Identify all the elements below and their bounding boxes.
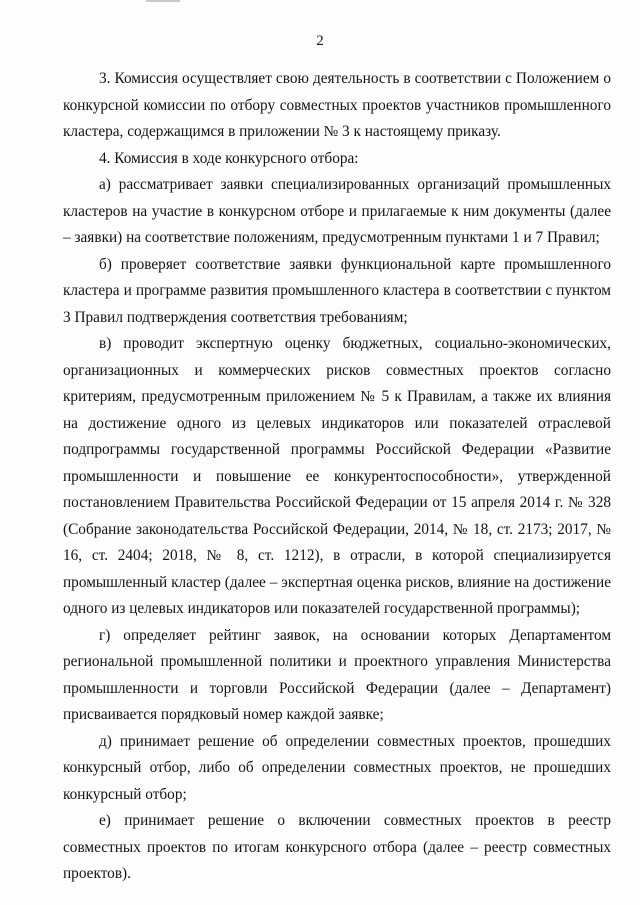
scan-artifact [146,0,180,2]
paragraph-4g-rating: г) определяет рейтинг заявок, на основании которых Департаментом региональной промышленной политики и проектного управления Министерства промышленности и торговли Российской Федерации (далее – Департамент) присваивается порядковый номер каждой заявке; [63,626,611,723]
paragraph-4e-decision-registry: е) принимает решение о включении совместных проектов в реестр совместных проектов по итогам конкурсного отбора (далее – реестр совместных проектов). [63,812,611,882]
paragraph-4b-check-compliance: б) проверяет соответствие заявки функциональной карте промышленного кластера и программе развития промышленного кластера в соответствии с пунктом 3 Правил подтверждения соответствия требованиям; [63,255,611,326]
document-body [63,66,611,888]
paragraph-4v-risk-assessment: в) проводит экспертную оценку бюджетных, социально-экономических, организационных и коммерческих рисков совместных проектов согласно критериям, предусмотренным приложением № 5 к Правилам, а также их влияния на достижение одного из целевых индикаторов или показателей отраслевой подпрограммы государственной программы Российской Федерации «Развитие промышленности и повышение ее конкурентоспособности», утвержденной постановлением Правительства Российской Федерации от 15 апреля 2014 г. № 328 (Собрание законодательства Российской Федерации, 2014, № 18, ст. 2173; 2017, № 16, ст. 2404; 2018, № 8, ст. 1212), в отрасли, в которой специализируется промышленный кластер (далее – экспертная оценка рисков, влияние на достижение одного из целевых индикаторов или показателей государственной программы); [63,335,611,617]
paragraph-4d-decision-selection: д) принимает решение об определении совместных проектов, прошедших конкурсный отбор, либо об определении совместных проектов, не прошедших конкурсный отбор; [63,732,611,803]
paragraph-4-commission-duties: 4. Комиссия в ходе конкурсного отбора: [99,149,359,167]
paragraph-3-commission-activity: 3. Комиссия осуществляет свою деятельность в соответствии с Положением о конкурсной комиссии по отбору совместных проектов участников промышленного кластера, содержащимся в приложении № 3 к настоящему приказу. [63,70,611,140]
paragraph-4a-review-applications: а) рассматривает заявки специализированных организаций промышленных кластеров на участие в конкурсном отборе и прилагаемые к ним документы (далее – заявки) на соответствие положениям, предусмотренным пунктами 1 и 7 Правил; [63,176,611,246]
page-number: 2 [316,33,324,49]
